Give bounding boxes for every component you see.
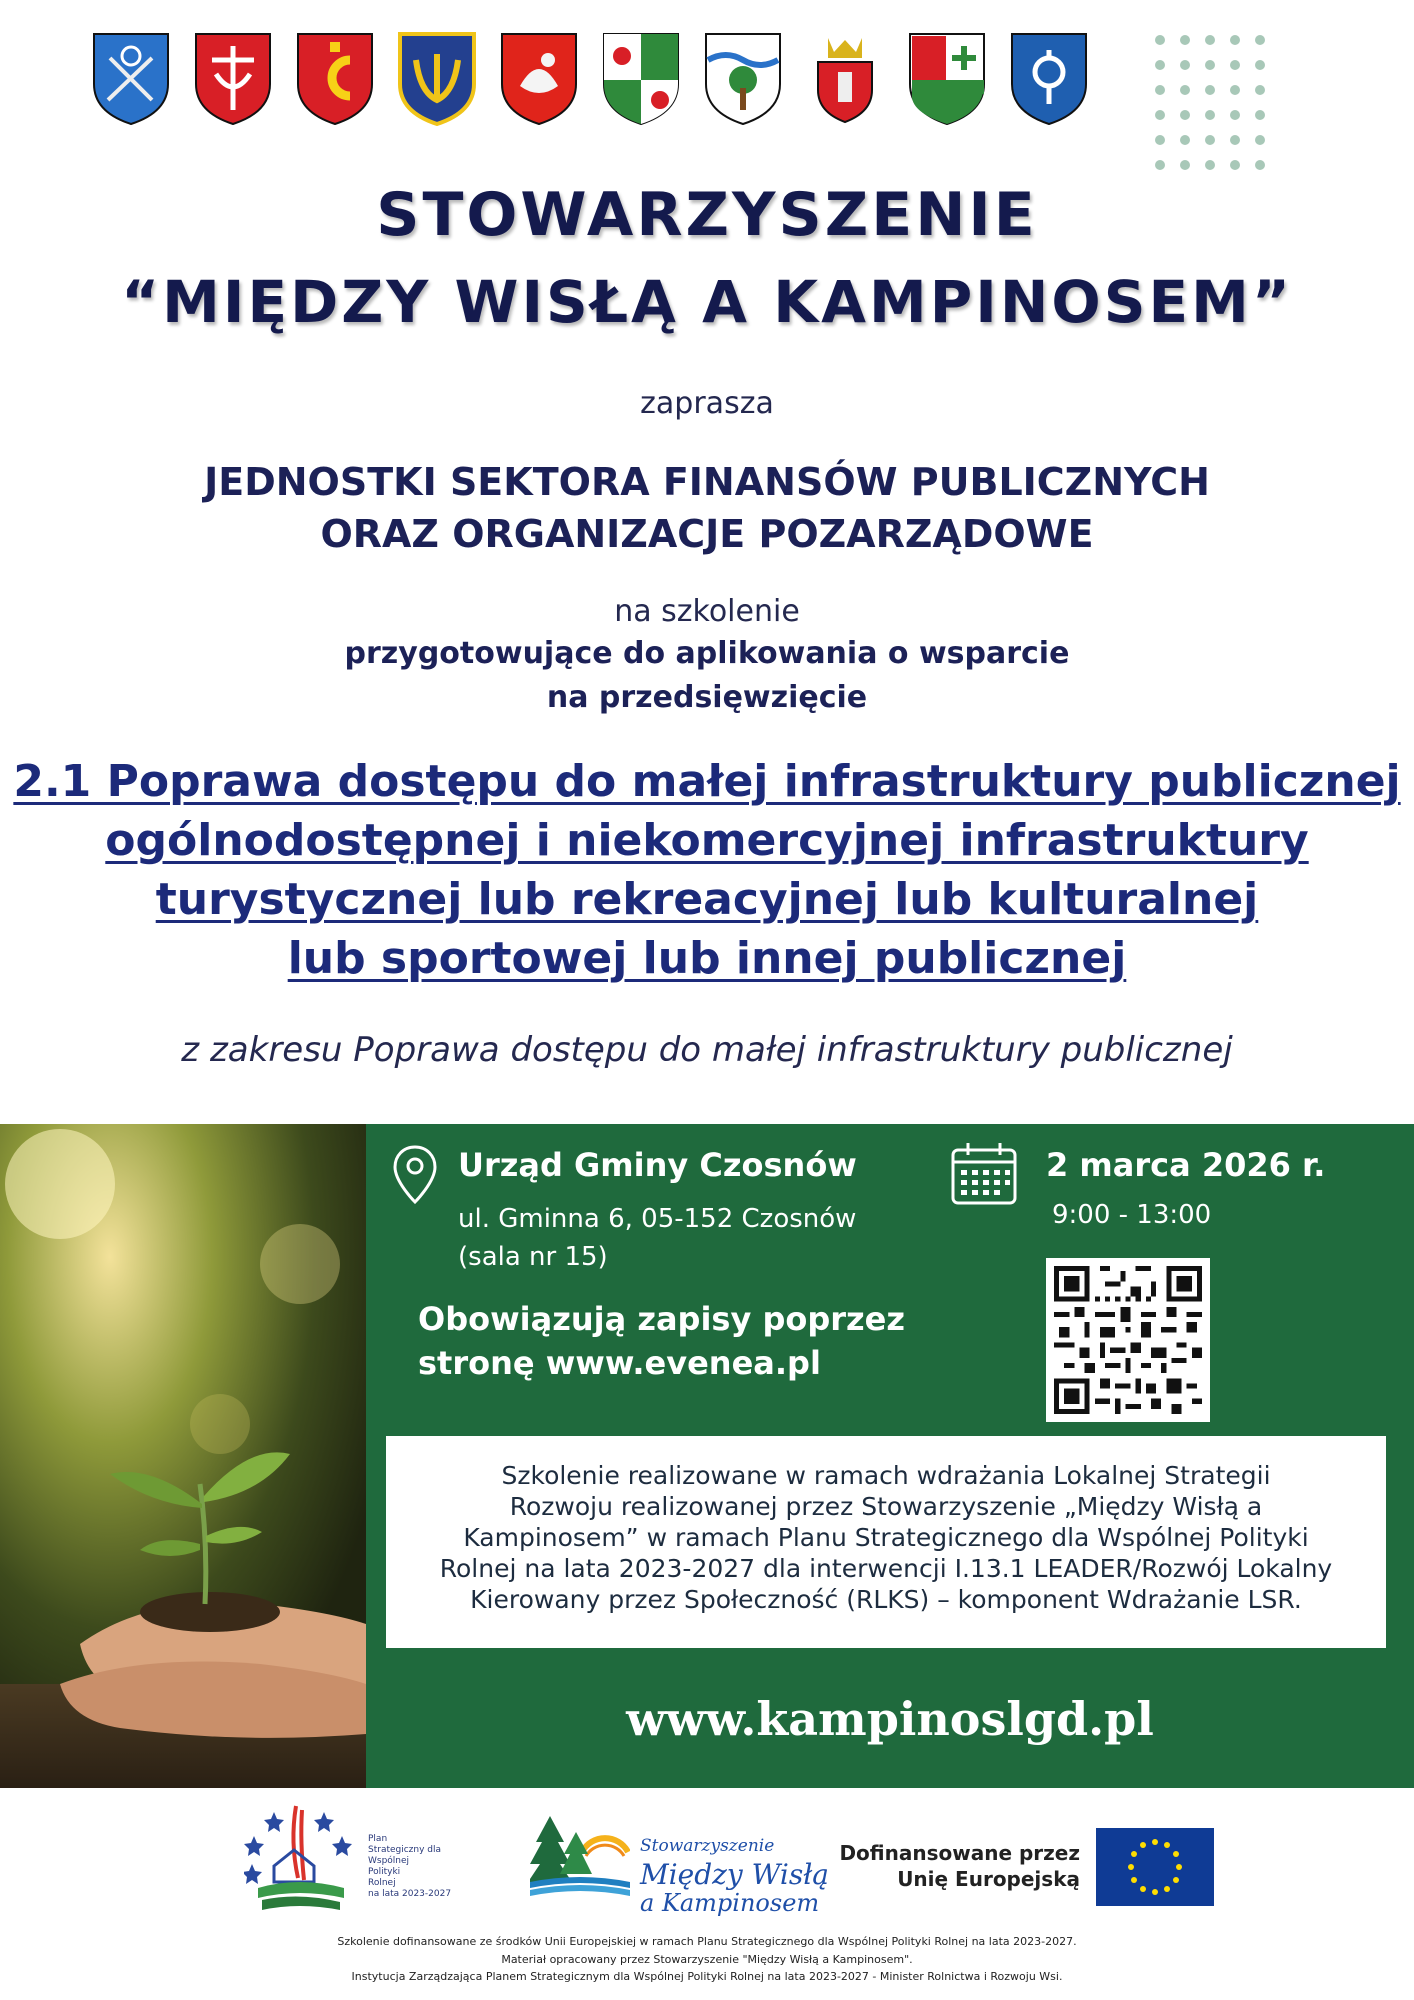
plan-strategiczny-text [368,1834,451,1900]
info-line-1: Szkolenie realizowane w ramach wdrażania Lokalnej Strategii [501,1461,1271,1490]
footer-note-3: Instytucja Zarządzająca Planem Strategicznym dla Wspólnej Polityki Rolnej na lata 2023-2027 - Minister Rolnictwa i Rozwoju Wsi. [351,1970,1063,1983]
ps-line-3: Wspólnej [368,1856,410,1866]
location-pin-icon [392,1144,438,1206]
crest-10-icon [1008,30,1090,126]
crest-4-icon [396,30,478,126]
municipal-crests-row [90,30,1290,130]
crest-8-icon [804,30,886,126]
prep-line-2: na przedsięwzięcie [546,680,868,715]
ps-line-1: Plan [368,1834,388,1844]
ps-line-4: Polityki [368,1867,401,1877]
eu-text-2: Unię Europejską [897,1867,1080,1891]
title-line-1: STOWARZYSZENIE [376,180,1038,250]
prep-line-1: przygotowujące do aplikowania o wsparcie [344,636,1070,671]
calendar-icon [950,1140,1018,1206]
measure-line-1: 2.1 Poprawa dostępu do małej infrastruktury publicznej [13,756,1401,807]
title-line-2: “MIĘDZY WISŁĄ A KAMPINOSEM” [121,268,1293,336]
ps-line-6: na lata 2023-2027 [368,1889,452,1899]
eu-flag-icon [1096,1828,1214,1906]
lgd-text-2: Między Wisłą [640,1858,829,1891]
event-time: 9:00 - 13:00 [1052,1200,1212,1230]
ps-line-5: Rolnej [368,1878,396,1888]
footer-note-2: Materiał opracowany przez Stowarzyszenie "Między Wisłą a Kampinosem". [501,1953,913,1966]
info-line-3: Kampinosem” w ramach Planu Strategicznego dla Wspólnej Polityki [463,1523,1309,1552]
measure-line-3: turystycznej lub rekreacyjnej lub kulturalnej [155,874,1259,925]
info-line-5: Kierowany przez Społeczność (RLKS) – komponent Wdrażanie LSR. [470,1585,1302,1614]
eu-funding-text [800,1840,1080,1892]
measure-line-4: lub sportowej lub innej publicznej [287,933,1127,984]
crest-5-icon [498,30,580,126]
event-date: 2 marca 2026 r. [1046,1146,1326,1184]
crest-1-icon [90,30,172,126]
crest-3-icon [294,30,376,126]
location-name: Urząd Gminy Czosnów [458,1146,857,1184]
crest-6-icon [600,30,682,126]
invite-text: zaprasza [640,386,774,421]
event-info-panel [366,1124,1414,1788]
info-line-2: Rozwoju realizowanej przez Stowarzyszenie „Między Wisłą a [509,1492,1263,1521]
crest-2-icon [192,30,274,126]
audience-line-2: ORAZ ORGANIZACJE POZARZĄDOWE [320,512,1094,556]
lgd-text-1: Stowarzyszenie [640,1836,775,1856]
funding-info-box [386,1436,1386,1648]
training-text: na szkolenie [614,594,800,629]
lgd-logo [530,1812,630,1896]
info-line-4: Rolnej na lata 2023-2027 dla interwencji I.13.1 LEADER/Rozwój Lokalny [439,1554,1333,1583]
ps-line-2: Strategiczny dla [368,1845,442,1855]
audience-line-1: JEDNOSTKI SEKTORA FINANSÓW PUBLICZNYCH [204,460,1210,504]
eu-text-1: Dofinansowane przez [839,1841,1080,1865]
plan-strategiczny-logo [244,1802,354,1914]
qr-code-icon [1054,1266,1202,1414]
signup-line-2: stronę www.evenea.pl [418,1344,821,1382]
website-link[interactable]: www.kampinoslgd.pl [626,1692,1154,1746]
scope-text: z zakresu Poprawa dostępu do małej infrastruktury publicznej [181,1030,1233,1070]
crest-9-icon [906,30,988,126]
lgd-text-3: a Kampinosem [640,1889,820,1917]
seedling-hands-photo [0,1124,366,1788]
location-address: ul. Gminna 6, 05-152 Czosnów [458,1204,857,1234]
qr-code[interactable] [1046,1258,1210,1422]
measure-line-2: ogólnodostępnej i niekomercyjnej infrastruktury [105,815,1309,866]
footer-note-1: Szkolenie dofinansowane ze środków Unii Europejskiej w ramach Planu Strategicznego dla Wspólnej Polityki Rolnej na lata 2023-2027. [337,1935,1077,1948]
signup-line-1: Obowiązują zapisy poprzez [418,1300,905,1338]
crest-7-icon [702,30,784,126]
location-room: (sala nr 15) [458,1242,608,1272]
